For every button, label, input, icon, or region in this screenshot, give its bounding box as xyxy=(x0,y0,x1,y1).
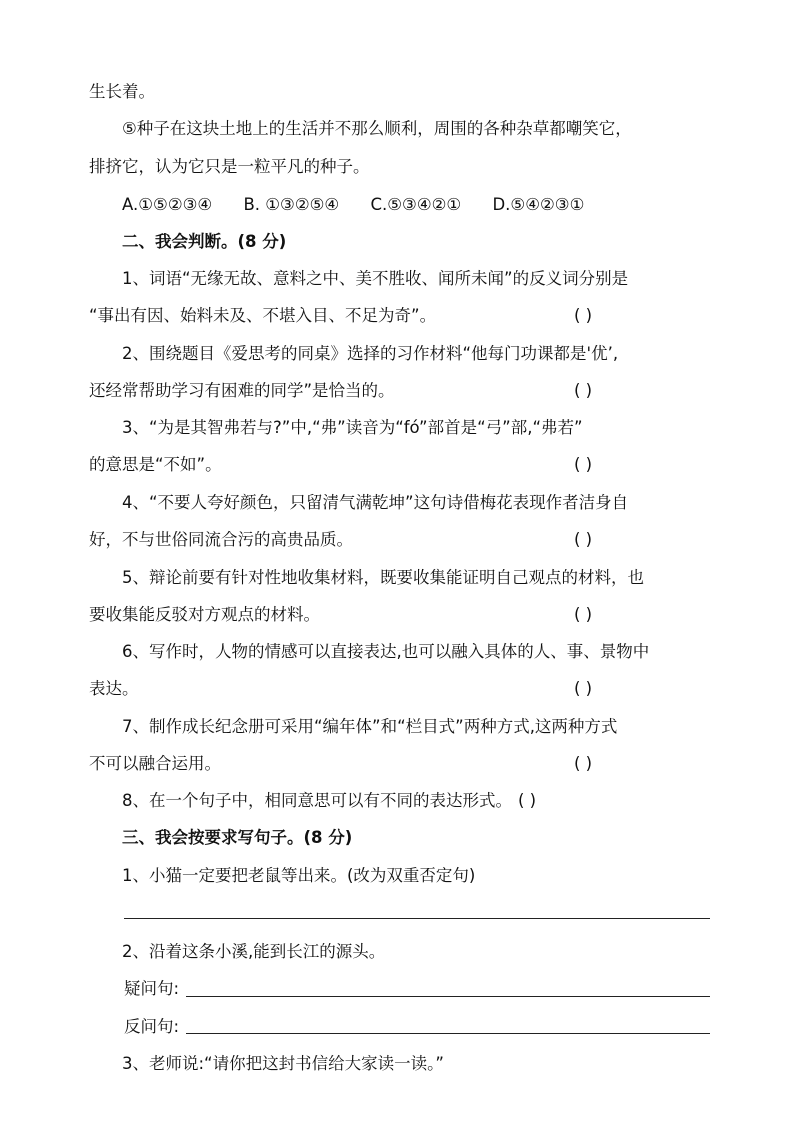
judge-item-6-answer[interactable]: ( ) xyxy=(574,679,593,698)
judge-item-8 xyxy=(122,789,714,813)
judge-item-2-answer[interactable]: ( ) xyxy=(574,381,593,400)
judge-item-7-answer[interactable]: ( ) xyxy=(574,754,593,773)
answer-options xyxy=(122,193,610,217)
judge-item-1-text: “事出有因、始料未及、不堪入目、不足为奇”。 xyxy=(89,306,437,325)
judge-item-1-line2 xyxy=(89,304,714,328)
write-q3: 3、老师说:“请你把这封书信给大家读一读。” xyxy=(122,1054,444,1073)
judge-item-6-text: 表达。 xyxy=(89,679,139,698)
write-q1-answer-line[interactable] xyxy=(124,918,710,919)
option-c: C.⑤③④②① xyxy=(370,195,462,214)
judge-item-8-text: 8、在一个句子中，相同意思可以有不同的表达形式。 xyxy=(122,791,512,810)
judge-item-4-answer[interactable]: ( ) xyxy=(574,530,593,549)
judge-item-2-text: 还经常帮助学习有困难的同学”是恰当的。 xyxy=(89,381,395,400)
judge-item-5-line2 xyxy=(89,603,714,627)
section3-heading: 三、我会按要求写句子。(8 分) xyxy=(122,828,353,847)
judge-item-4-line2 xyxy=(89,528,714,552)
write-q2: 2、沿着这条小溪,能到长江的源头。 xyxy=(122,942,386,961)
question-sentence-answer-line[interactable] xyxy=(186,996,710,997)
option-a: A.①⑤②③④ xyxy=(122,195,213,214)
question-type-label: 疑问句: xyxy=(124,979,180,998)
passage-line-0: 生长着。 xyxy=(89,82,155,101)
judge-item-3-line2 xyxy=(89,453,714,477)
option-b: B. ①③②⑤④ xyxy=(243,195,340,214)
judge-item-2-line2 xyxy=(89,379,714,403)
passage-line-1: ⑤种子在这块土地上的生活并不那么顺利，周围的各种杂草都嘲笑它， xyxy=(122,119,632,138)
rhetorical-type-label: 反问句: xyxy=(124,1017,180,1036)
judge-item-8-answer[interactable]: ( ) xyxy=(518,791,537,810)
section2-heading: 二、我会判断。(8 分) xyxy=(122,232,287,251)
judge-item-4-text: 好，不与世俗同流合污的高贵品质。 xyxy=(89,530,353,549)
option-d: D.⑤④②③① xyxy=(492,195,585,214)
judge-item-5-line1: 5、辩论前要有针对性地收集材料，既要收集能证明自己观点的材料，也 xyxy=(122,568,644,587)
passage-line-2: 排挤它，认为它只是一粒平凡的种子。 xyxy=(89,157,370,176)
judge-item-3-text: 的意思是“不如”。 xyxy=(89,455,222,474)
judge-item-2-line1: 2、围绕题目《爱思考的同桌》选择的习作材料“他每门功课都是'优’, xyxy=(122,344,619,363)
judge-item-7-line1: 7、制作成长纪念册可采用“编年体”和“栏目式”两种方式,这两种方式 xyxy=(122,717,618,736)
judge-item-3-answer[interactable]: ( ) xyxy=(574,455,593,474)
judge-item-5-answer[interactable]: ( ) xyxy=(574,605,593,624)
judge-item-7-line2 xyxy=(89,752,714,776)
judge-item-1-answer[interactable]: ( ) xyxy=(574,306,593,325)
judge-item-6-line2 xyxy=(89,677,714,701)
judge-item-7-text: 不可以融合运用。 xyxy=(89,754,221,773)
judge-item-3-line1: 3、“为是其智弗若与?”中,“弗”读音为“fó”部首是“弓”部,“弗若” xyxy=(122,418,583,437)
judge-item-6-line1: 6、写作时，人物的情感可以直接表达,也可以融入具体的人、事、景物中 xyxy=(122,642,650,661)
judge-item-4-line1: 4、“不要人夸好颜色，只留清气满乾坤”这句诗借梅花表现作者洁身自 xyxy=(122,493,629,512)
rhetorical-sentence-answer-line[interactable] xyxy=(186,1033,710,1034)
judge-item-5-text: 要收集能反驳对方观点的材料。 xyxy=(89,605,320,624)
judge-item-1-line1: 1、词语“无缘无故、意料之中、美不胜收、闻所未闻”的反义词分别是 xyxy=(122,269,629,288)
write-q1: 1、小猫一定要把老鼠等出来。(改为双重否定句) xyxy=(122,866,476,885)
